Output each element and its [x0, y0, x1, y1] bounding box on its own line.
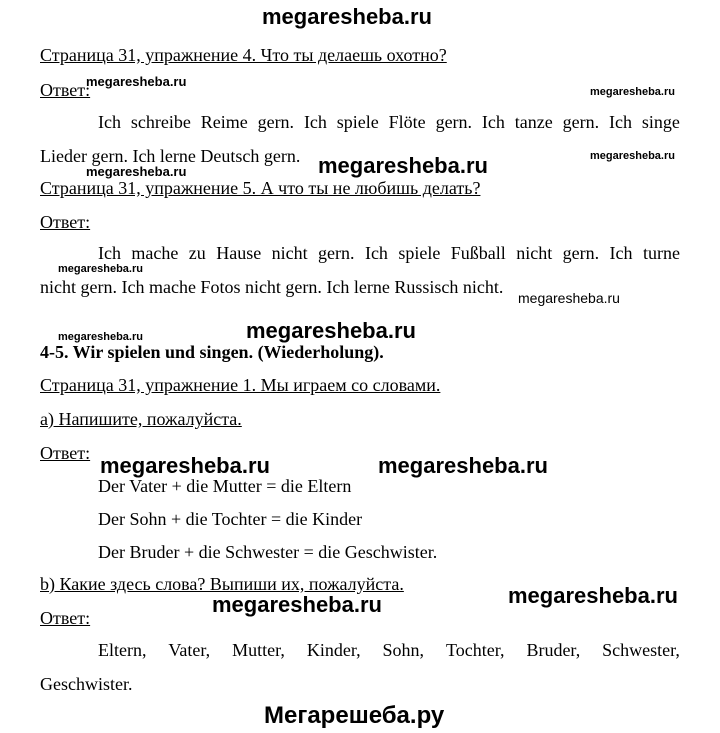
word: schreibe	[130, 112, 191, 132]
ex4-answer-line1	[98, 112, 680, 133]
section-heading: 4-5. Wir spielen und singen. (Wiederholung).	[40, 342, 384, 362]
watermark-small: megaresheba.ru	[590, 86, 675, 98]
ex5-answer-line2: nicht gern. Ich mache Fotos nicht gern. Ich lerne Russisch nicht.	[40, 277, 504, 297]
watermark-large: megaresheba.ru	[100, 453, 270, 478]
word: Ich	[609, 243, 633, 263]
ex1-equation-2: Der Sohn + die Tochter = die Kinder	[98, 509, 363, 529]
ex1-part-a: a) Напишите, пожалуйста.	[40, 409, 242, 429]
word: Ich	[608, 112, 632, 132]
word: gern.	[257, 112, 295, 132]
ex4-answer-label: Ответ:	[40, 80, 91, 100]
watermark-small: megaresheba.ru	[86, 164, 187, 179]
ex4-answer-line2: Lieder gern. Ich lerne Deutsch gern.	[40, 146, 301, 166]
word: Sohn,	[382, 640, 425, 660]
word: spiele	[336, 112, 379, 132]
word: Bruder,	[526, 640, 581, 660]
word: Kinder,	[306, 640, 361, 660]
watermark-large: megaresheba.ru	[246, 318, 416, 343]
word: zu	[188, 243, 206, 263]
word: nicht	[271, 243, 308, 263]
watermark-large: megaresheba.ru	[212, 592, 382, 617]
word: spiele	[398, 243, 441, 263]
ex1-answer-label-a: Ответ:	[40, 443, 91, 463]
word: Eltern,	[98, 640, 147, 660]
word: Schwester,	[602, 640, 680, 660]
ex5-answer-line1	[98, 243, 680, 264]
word: Ich	[303, 112, 327, 132]
ex1-words-line1	[98, 640, 680, 661]
word: singe	[641, 112, 680, 132]
ex4-title: Страница 31, упражнение 4. Что ты делаешь охотно?	[40, 45, 447, 65]
watermark-small: megaresheba.ru	[86, 74, 187, 89]
ex1-part-b: b) Какие здесь слова? Выпиши их, пожалуйста.	[40, 574, 404, 594]
ex5-title: Страница 31, упражнение 5. А что ты не любишь делать?	[40, 178, 481, 198]
watermark-large: megaresheba.ru	[378, 453, 548, 478]
watermark-small: megaresheba.ru	[58, 263, 143, 275]
word: Mutter,	[232, 640, 285, 660]
footer-watermark: Мегарешеба.ру	[264, 702, 445, 729]
word: tanze	[514, 112, 553, 132]
word: Ich	[98, 112, 121, 132]
word: turne	[642, 243, 680, 263]
word: Fußball	[450, 243, 506, 263]
word: Ich	[481, 112, 505, 132]
word: Reime	[200, 112, 248, 132]
word: Tochter,	[446, 640, 505, 660]
word: Hause	[216, 243, 262, 263]
word: Ich	[98, 243, 121, 263]
ex1-words-line2: Geschwister.	[40, 674, 133, 694]
ex1-equation-3: Der Bruder + die Schwester = die Geschwister.	[98, 542, 438, 562]
ex1-equation-1: Der Vater + die Mutter = die Eltern	[98, 476, 352, 496]
watermark-small: megaresheba.ru	[58, 331, 143, 343]
word: Flöte	[388, 112, 426, 132]
ex1-answer-label-b: Ответ:	[40, 608, 91, 628]
watermark-large: megaresheba.ru	[508, 583, 678, 608]
word: gern.	[435, 112, 473, 132]
word: gern.	[318, 243, 355, 263]
word: mache	[131, 243, 179, 263]
word: gern.	[562, 112, 600, 132]
word: Ich	[364, 243, 388, 263]
ex5-answer-label: Ответ:	[40, 212, 91, 232]
watermark-small: megaresheba.ru	[590, 150, 675, 162]
ex1-title: Страница 31, упражнение 1. Мы играем со словами.	[40, 375, 441, 395]
word: Vater,	[168, 640, 211, 660]
watermark-medium: megaresheba.ru	[518, 290, 620, 306]
word: nicht	[516, 243, 553, 263]
word: gern.	[562, 243, 600, 263]
header-watermark: megaresheba.ru	[262, 4, 432, 29]
watermark-large: megaresheba.ru	[318, 153, 488, 178]
